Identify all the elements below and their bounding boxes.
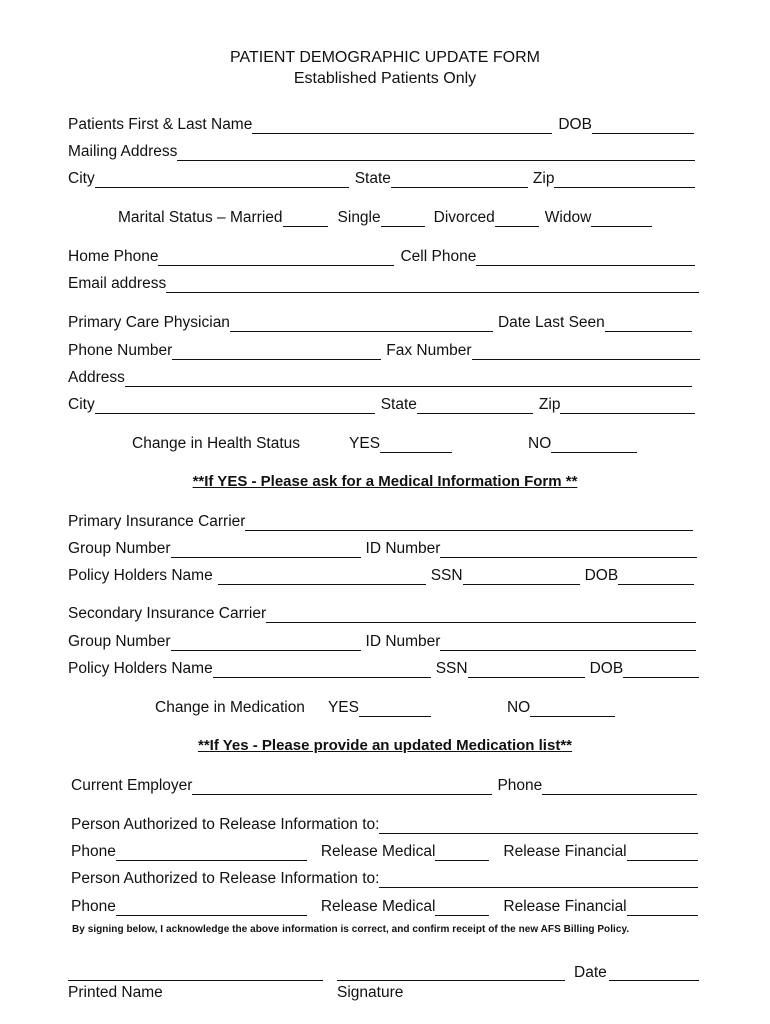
dob-label: DOB — [558, 116, 592, 133]
physician-city-row — [68, 394, 695, 414]
form-title: PATIENT DEMOGRAPHIC UPDATE FORM — [230, 49, 540, 66]
physician-phone-field[interactable] — [172, 344, 381, 360]
signature-line[interactable] — [337, 980, 565, 981]
marital-status-label: Marital Status – Married — [118, 209, 283, 226]
health-yes-field[interactable] — [380, 437, 452, 453]
primary-group-label: Group Number — [68, 540, 171, 557]
authorized-person-field-2[interactable] — [379, 872, 698, 888]
acknowledgement-text: By signing below, I acknowledge the above information is correct, and confirm receipt of the new AFS Billing Policy. — [72, 924, 630, 935]
secondary-carrier-label: Secondary Insurance Carrier — [68, 605, 267, 622]
fax-field[interactable] — [472, 344, 700, 360]
release-medical-label-1: Release Medical — [320, 843, 436, 860]
employer-row — [71, 775, 697, 795]
phone-row — [68, 246, 695, 266]
pcp-label: Primary Care Physician — [68, 314, 230, 331]
release-medical-field-2[interactable] — [435, 900, 489, 916]
physician-state-field[interactable] — [417, 398, 533, 414]
single-field[interactable] — [381, 211, 425, 227]
medication-no-label: NO — [506, 699, 531, 716]
authorized-phone-label-1: Phone — [71, 843, 116, 860]
authorized-person-row-1 — [71, 814, 698, 834]
authorized-phone-row-1 — [71, 841, 698, 861]
secondary-ssn-label: SSN — [435, 660, 468, 677]
physician-address-row — [68, 367, 692, 387]
primary-carrier-row — [68, 511, 693, 531]
primary-dob-field[interactable] — [618, 569, 694, 585]
secondary-id-label: ID Number — [365, 633, 441, 650]
secondary-holder-label: Policy Holders Name — [68, 660, 213, 677]
primary-id-field[interactable] — [440, 542, 697, 558]
mailing-address-field[interactable] — [177, 145, 695, 161]
health-no-label: NO — [528, 435, 552, 452]
secondary-dob-field[interactable] — [623, 662, 699, 678]
physician-zip-field[interactable] — [560, 398, 695, 414]
medication-label: Change in Medication — [155, 699, 305, 716]
health-no-field[interactable] — [551, 437, 637, 453]
date-last-seen-label: Date Last Seen — [497, 314, 605, 331]
pcp-row — [68, 312, 692, 332]
secondary-group-label: Group Number — [68, 633, 171, 650]
medication-row — [155, 697, 615, 717]
fax-label: Fax Number — [386, 342, 472, 359]
mailing-address-row — [68, 141, 695, 161]
medication-no-field[interactable] — [530, 701, 615, 717]
city-label: City — [68, 170, 95, 187]
primary-group-field[interactable] — [171, 542, 361, 558]
secondary-carrier-row — [68, 603, 696, 623]
state-label: State — [354, 170, 391, 187]
widow-field[interactable] — [591, 211, 652, 227]
primary-ssn-label: SSN — [430, 567, 463, 584]
secondary-dob-label: DOB — [589, 660, 624, 677]
patient-city-row — [68, 168, 695, 188]
authorized-phone-label-2: Phone — [71, 898, 116, 915]
zip-label: Zip — [532, 170, 555, 187]
divorced-field[interactable] — [495, 211, 539, 227]
secondary-carrier-field[interactable] — [266, 607, 696, 623]
primary-carrier-label: Primary Insurance Carrier — [68, 513, 246, 530]
email-field[interactable] — [166, 277, 699, 293]
single-label: Single — [337, 209, 381, 226]
dob-field[interactable] — [592, 118, 694, 134]
release-financial-field-1[interactable] — [627, 845, 698, 861]
city-field[interactable] — [95, 172, 349, 188]
health-status-label: Change in Health Status — [132, 435, 301, 452]
cell-phone-field[interactable] — [476, 250, 695, 266]
primary-dob-label: DOB — [584, 567, 619, 584]
secondary-id-field[interactable] — [440, 635, 696, 651]
primary-group-row — [68, 538, 697, 558]
employer-field[interactable] — [192, 779, 492, 795]
secondary-holder-field[interactable] — [213, 662, 431, 678]
zip-field[interactable] — [554, 172, 695, 188]
authorized-person-field-1[interactable] — [379, 818, 698, 834]
medication-yes-field[interactable] — [359, 701, 431, 717]
primary-holder-label: Policy Holders Name — [68, 567, 213, 584]
primary-holder-row — [68, 565, 694, 585]
employer-label: Current Employer — [71, 777, 193, 794]
medication-yes-label: YES — [327, 699, 359, 716]
employer-phone-label: Phone — [497, 777, 543, 794]
home-phone-label: Home Phone — [68, 248, 159, 265]
release-financial-field-2[interactable] — [627, 900, 698, 916]
printed-name-label: Printed Name — [68, 984, 163, 1001]
widow-label: Widow — [544, 209, 592, 226]
physician-phone-label: Phone Number — [68, 342, 173, 359]
secondary-group-row — [68, 631, 696, 651]
primary-ssn-field[interactable] — [463, 569, 580, 585]
authorized-phone-row-2 — [71, 896, 698, 916]
cell-phone-label: Cell Phone — [400, 248, 477, 265]
pcp-field[interactable] — [230, 316, 493, 332]
release-financial-label-1: Release Financial — [503, 843, 627, 860]
date-last-seen-field[interactable] — [605, 316, 692, 332]
authorized-person-row-2 — [71, 868, 698, 888]
home-phone-field[interactable] — [158, 250, 394, 266]
physician-address-field[interactable] — [125, 371, 692, 387]
release-medical-field-1[interactable] — [435, 845, 489, 861]
physician-address-label: Address — [68, 369, 125, 386]
physician-state-label: State — [380, 396, 417, 413]
medical-info-notice: **If YES - Please ask for a Medical Information Form ** — [192, 473, 578, 490]
date-label: Date — [574, 964, 607, 981]
authorized-phone-field-2[interactable] — [116, 900, 307, 916]
primary-holder-field[interactable] — [218, 569, 426, 585]
physician-city-field[interactable] — [95, 398, 375, 414]
release-medical-label-2: Release Medical — [320, 898, 436, 915]
health-yes-label: YES — [349, 435, 381, 452]
patient-name-row — [68, 114, 694, 134]
physician-city-label: City — [68, 396, 95, 413]
form-subtitle: Established Patients Only — [293, 70, 477, 87]
physician-zip-label: Zip — [538, 396, 561, 413]
secondary-ssn-field[interactable] — [468, 662, 585, 678]
employer-phone-field[interactable] — [542, 779, 697, 795]
email-label: Email address — [68, 275, 167, 292]
physician-phone-row — [68, 340, 700, 360]
authorized-phone-field-1[interactable] — [116, 845, 307, 861]
primary-id-label: ID Number — [365, 540, 441, 557]
state-field[interactable] — [391, 172, 528, 188]
authorized-person-label-1: Person Authorized to Release Information to: — [71, 816, 380, 833]
secondary-group-field[interactable] — [171, 635, 361, 651]
date-line[interactable] — [609, 980, 699, 981]
email-row — [68, 273, 699, 293]
health-status-row — [132, 433, 637, 453]
patient-name-label: Patients First & Last Name — [68, 116, 253, 133]
divorced-label: Divorced — [433, 209, 495, 226]
primary-carrier-field[interactable] — [245, 515, 693, 531]
mailing-address-label: Mailing Address — [68, 143, 178, 160]
married-field[interactable] — [283, 211, 328, 227]
medication-list-notice: **If Yes - Please provide an updated Medication list** — [197, 737, 572, 754]
secondary-holder-row — [68, 658, 699, 678]
marital-status-row — [118, 207, 652, 227]
patient-name-field[interactable] — [252, 118, 552, 134]
authorized-person-label-2: Person Authorized to Release Information to: — [71, 870, 380, 887]
release-financial-label-2: Release Financial — [503, 898, 627, 915]
signature-label: Signature — [337, 984, 404, 1001]
printed-name-line[interactable] — [68, 980, 323, 981]
